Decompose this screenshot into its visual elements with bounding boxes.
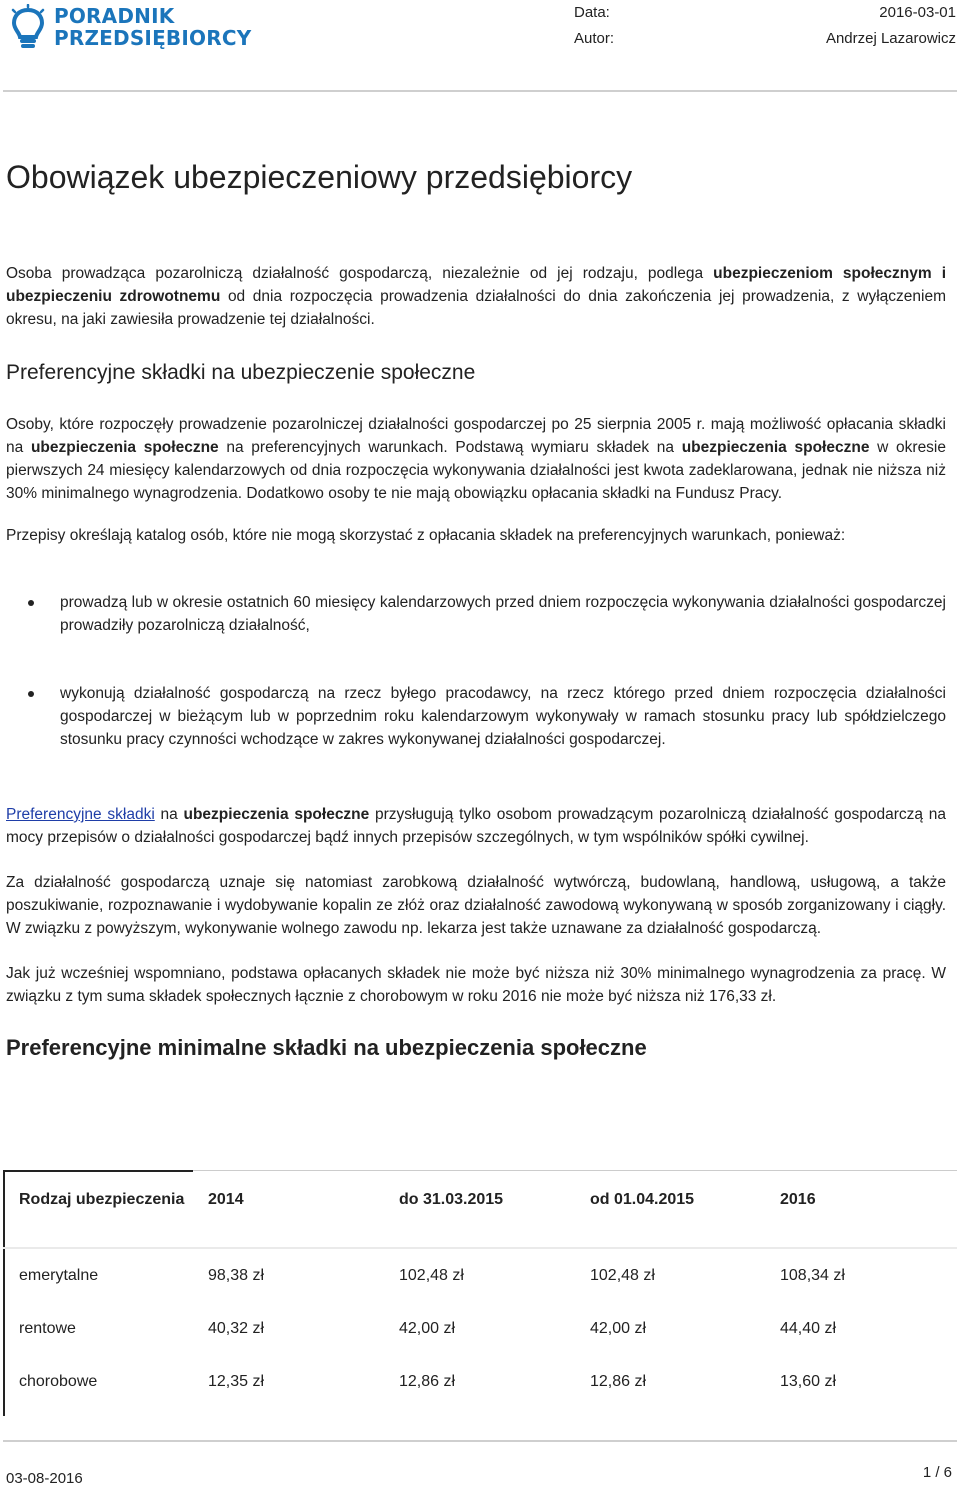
footer-date: 03-08-2016 <box>6 1470 83 1487</box>
list-item <box>6 682 946 751</box>
table-header-cell: Rodzaj ubezpieczenia <box>19 1191 185 1208</box>
intro-text-1: Osoba prowadząca pozarolniczą działalność gospodarczą, niezależnie od jej rodzaju, podlega <box>6 265 714 282</box>
elig-bold-1: ubezpieczenia społeczne <box>183 806 370 823</box>
brand-line-2: PRZEDSIĘBIORCY <box>54 26 252 50</box>
document-meta <box>574 2 956 54</box>
section-heading-minimum-contributions: Preferencyjne minimalne składki na ubezpieczenia społeczne <box>6 1035 647 1060</box>
table-top-border <box>3 1170 193 1172</box>
header-divider <box>3 90 957 92</box>
exclusions-list <box>6 591 946 751</box>
table-top-rule <box>193 1170 957 1171</box>
date-label: Data: <box>574 4 610 21</box>
table-cell: 12,35 zł <box>208 1373 265 1390</box>
table-cell: 44,40 zł <box>780 1320 837 1337</box>
table-cell: 102,48 zł <box>399 1267 464 1284</box>
preferential-contributions-link[interactable]: Preferencyjne składki <box>6 806 155 823</box>
pref-text-3: w okresie pierwszych 24 miesięcy kalendarzowych od dnia rozpoczęcia wykonywania działalności jest kwota zadeklarowana, jednak nie niższa niż 30% minimalnego wynagrodzenia. Dodatkowo osoby te nie mają obowiązku opłacania składki na Fundusz Pracy. <box>6 439 946 502</box>
page-header <box>0 0 960 92</box>
table-cell: chorobowe <box>19 1373 98 1390</box>
table-cell: 12,86 zł <box>590 1373 647 1390</box>
table-left-border <box>3 1170 5 1416</box>
table-cell: 13,60 zł <box>780 1373 837 1390</box>
pref-bold-1: ubezpieczenia społeczne <box>30 439 219 456</box>
contributions-table <box>3 1170 957 1416</box>
table-cell: 42,00 zł <box>399 1320 456 1337</box>
table-header-cell: 2014 <box>208 1191 244 1208</box>
eligibility-paragraph <box>6 803 946 849</box>
intro-text-2: od dnia rozpoczęcia prowadzenia działalności do dnia zakończenia jej prowadzenia, z wyłączeniem okresu, na jaki zawiesiła prowadzenie tej działalności. <box>6 288 947 328</box>
table-header-divider <box>3 1247 957 1249</box>
brand-logo[interactable] <box>8 4 251 50</box>
bullet-icon <box>28 600 34 606</box>
table-header-cell: 2016 <box>780 1191 816 1208</box>
section-heading-preferential: Preferencyjne składki na ubezpieczenie społeczne <box>6 361 476 384</box>
table-cell: rentowe <box>19 1320 76 1337</box>
author-label: Autor: <box>574 30 615 47</box>
page-title: Obowiązek ubezpieczeniowy przedsiębiorcy <box>6 159 633 195</box>
list-item-text: wykonują działalność gospodarczą na rzecz byłego pracodawcy, na rzecz którego przed dniem rozpoczęcia działalności gospodarczej w bieżącym lub w poprzednim roku kalendarzowym wykonywały w ramach stosunku pracy lub spółdzielczego stosunku pracy czynności wchodzące w zakres wykonywanej działalności gospodarczej. <box>60 685 946 748</box>
bullet-icon <box>28 691 34 697</box>
list-item-text: prowadzą lub w okresie ostatnich 60 miesięcy kalendarzowych przed dniem rozpoczęcia wykonywania działalności gospodarczej prowadziły pozarolniczą działalność, <box>60 594 946 634</box>
table-cell: 102,48 zł <box>590 1267 655 1284</box>
table-header-cell: do 31.03.2015 <box>399 1191 504 1208</box>
brand-line-1: PORADNIK <box>54 4 175 28</box>
page-number: 1 / 6 <box>922 1464 952 1481</box>
article-body <box>6 152 946 1070</box>
intro-paragraph <box>6 262 946 331</box>
footer-divider <box>3 1440 957 1442</box>
table-cell: 98,38 zł <box>208 1267 265 1284</box>
pref-text-2: na preferencyjnych warunkach. Podstawą wymiaru składek na <box>218 439 682 456</box>
business-definition-paragraph: Za działalność gospodarczą uznaje się natomiast zarobkową działalność wytwórczą, budowlaną, handlową, usługową, a także poszukiwanie, rozpoznawanie i wydobywanie kopalin ze złóż oraz działalność zawodową wykonywaną w sposób zorganizowany i ciągły. W związku z powyższym, wykonywanie wolnego zawodu np. lekarza jest także uznawane za działalność gospodarczą. <box>6 874 946 937</box>
table-header-cell: od 01.04.2015 <box>590 1191 695 1208</box>
intro-bold-1: ubezpieczeniom społecznym i ubezpieczeniu zdrowotnemu <box>6 265 947 305</box>
pref-text-1: Osoby, które rozpoczęły prowadzenie pozarolniczej działalności gospodarczej po 25 sierpnia 2005 r. mają możliwość opłacania składki na <box>6 416 946 456</box>
pref-bold-2: ubezpieczenia społeczne <box>681 439 870 456</box>
author-value: Andrzej Lazarowicz <box>825 30 956 47</box>
lightbulb-icon <box>8 4 48 50</box>
table-cell: 12,86 zł <box>399 1373 456 1390</box>
table-cell: 108,34 zł <box>780 1267 845 1284</box>
list-item <box>6 591 946 637</box>
table-cell: 42,00 zł <box>590 1320 647 1337</box>
table-cell: emerytalne <box>19 1267 99 1284</box>
preferential-paragraph <box>6 413 946 505</box>
exclusions-intro: Przepisy określają katalog osób, które nie mogą skorzystać z opłacania składek na preferencyjnych warunkach, ponieważ: <box>6 527 846 544</box>
elig-text-1: na <box>154 806 184 823</box>
date-value: 2016-03-01 <box>879 4 956 21</box>
minimum-contribution-paragraph: Jak już wcześniej wspomniano, podstawa opłacanych składek nie może być niższa niż 30% minimalnego wynagrodzenia za pracę. W związku z tym suma składek społecznych łącznie z chorobowym w roku 2016 nie może być niższa niż 176,33 zł. <box>6 965 946 1005</box>
elig-text-2: przysługują tylko osobom prowadzącym pozarolniczą działalność gospodarczą na mocy przepisów o działalności gospodarczej bądź innych przepisów szczególnych, w tym wspólników spółki cywilnej. <box>6 806 946 846</box>
table-cell: 40,32 zł <box>208 1320 265 1337</box>
